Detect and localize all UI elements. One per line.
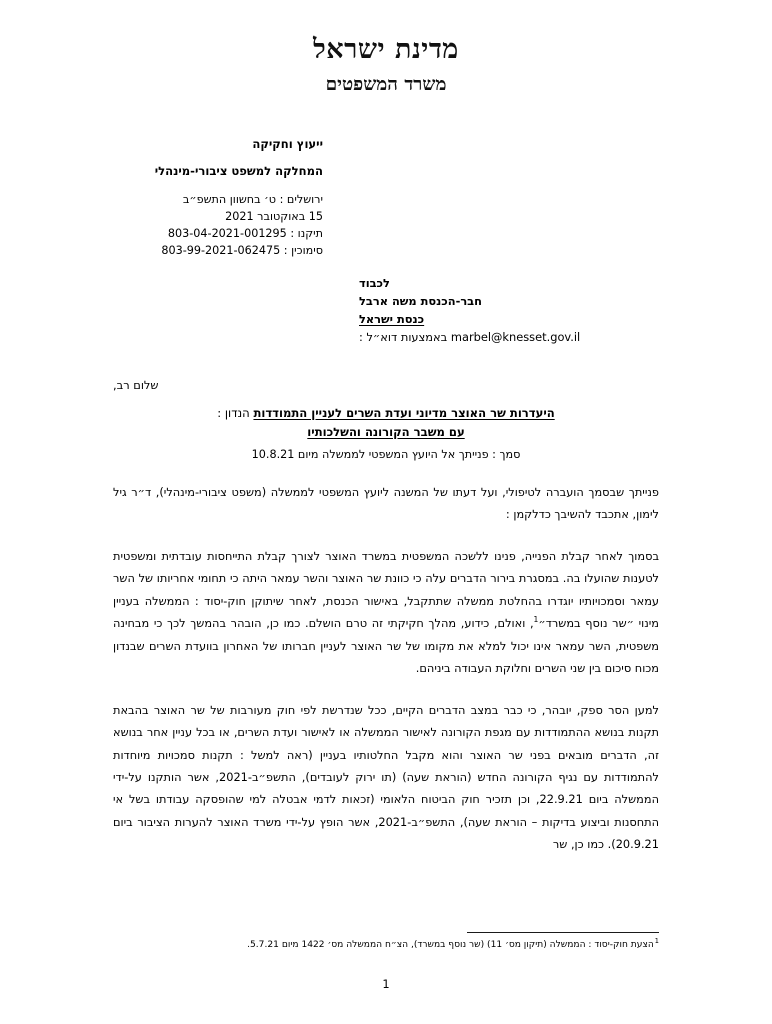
addressee-name: חבר-הכנסת משה ארבל: [359, 294, 482, 309]
footnote-number: 1: [654, 936, 659, 945]
department-name: ייעוץ וחקיקה: [252, 137, 323, 151]
file-number: תיקנו : 803-04-2021-001295: [167, 227, 323, 241]
ministry-title: משרד המשפטים: [325, 74, 447, 96]
addressee-block: [359, 274, 659, 346]
gregorian-date: 15 באוקטובר 2021: [225, 210, 323, 224]
body-paragraph-3: למען הסר ספק, יובהר, כי כבר במצב הדברים הקיים, ככל שנדרשת לפי חוק מעורבות של שר האוצר בהבאת תקנות בנושא ההתמודדות עם מגפת הקורונה לאישור הממשלה או לאישור ועדת השרים, או בכל עניין אחר בנושא זה, הדברים מובאים בפני שר האוצר והוא מקבל החלטותיו בעניין (ראה למשל : תקנות סמכויות מיוחדות להתמודדות עם נגיף הקורונה החדש (הוראת שעה) (תו ירוק לעובדים), התשפ״ב-2021, אשר הותקנו על-ידי הממשלה ביום 22.9.21, וכן תזכיר חוק הביטוח הלאומי (זכאות לדמי אבטלה למי שהופסקה עבודתו בשל אי התחסנות וביצוע בדיקות – הוראת שעה), התשפ״ב-2021, אשר הופץ על-ידי משרד האוצר להערות הציבור ביום 20.9.21). כמו כן, שר: [113, 702, 659, 852]
body-paragraph-2-part-1: בסמוך לאחר קבלת הפנייה, פנינו ללשכה המשפטית במשרד האוצר לצורך קבלת התייחסות עובדתית ומשפטית לטענות שהועלו בה. במסגרת בירור הדברים עלה כי כוונת שר האוצר והשר עמאר היתה כי תחומי אחריותו של השר עמאר וסמכויותיו יוגדרו בהחלטת ממשלה שתתקבל, באישור הכנסת, לאחר שיתוקן חוק-יסוד : הממשלה בעניין מינוי ״שר נוסף במשרד״: [113, 548, 659, 631]
subject-text-2: עם משבר הקורונה והשלכותיו: [307, 424, 465, 439]
page-number: 1: [382, 977, 390, 991]
subject-text-1: היעדרות שר האוצר מדיוני ועדת השרים לעניין התמודדות: [253, 406, 555, 420]
reference-number: סימוכין : 803-99-2021-062475: [161, 244, 323, 258]
addressee-email[interactable]: marbel@knesset.gov.il: [450, 330, 581, 345]
footnote-block: [113, 936, 659, 953]
subject-reference-line: סמך : פנייתך אל היועץ המשפטי לממשלה מיום 10.8.21: [251, 447, 521, 461]
place-hebrew-date: ירושלים : ט׳ בחשוון התשפ״ב: [182, 193, 323, 207]
body-paragraph-2: [113, 545, 659, 680]
addressee-salutation: לכבוד: [359, 276, 390, 290]
state-emblem-title: מדינת ישראל: [313, 34, 459, 65]
letterhead-block: [108, 136, 323, 259]
footnote-marker-inline: 1: [533, 615, 539, 625]
footnote-text: הצעת חוק-יסוד : הממשלה (תיקון מס׳ 11) (שר נוסף במשרד), הצ״ח הממשלה מס׳ 1422 מיום 5.7.21.: [247, 940, 654, 950]
subject-line-1: [113, 404, 659, 423]
letter-body: [113, 481, 659, 856]
subject-label: הנדון :: [217, 406, 250, 420]
footnote-separator: [467, 932, 659, 933]
subject-block: [113, 404, 659, 464]
addressee-organization: כנסת ישראל: [359, 312, 425, 327]
sub-department-name: המחלקה למשפט ציבורי-מינהלי: [154, 163, 323, 178]
addressee-email-line: [359, 328, 659, 346]
addressee-email-label: באמצעות דוא״ל :: [359, 330, 448, 345]
body-paragraph-1: פנייתך שבסמך הועברה לטיפולי, ועל דעתו של המשנה ליועץ המשפטי לממשלה (משפט ציבורי-מינהלי), ד״ר גיל לימון, אתכבד להשיבך כדלקמן :: [113, 485, 659, 522]
greeting-line: שלום רב,: [113, 378, 159, 392]
masthead: [0, 34, 772, 96]
body-paragraph-2-part-2: , ואולם, כידוע, מהלך חקיקתי זה טרם הושלם. כמו כן, הובהר בהמשך לכך כי מבחינה משפטית, השר עמאר אינו יכול למלא את מקומו של שר האוצר לעניין חברותו של האחרון בוועדת השרים שבנדון מכוח סיכום בין שני השרים וחלוקת העבודה ביניהם.: [113, 616, 659, 676]
